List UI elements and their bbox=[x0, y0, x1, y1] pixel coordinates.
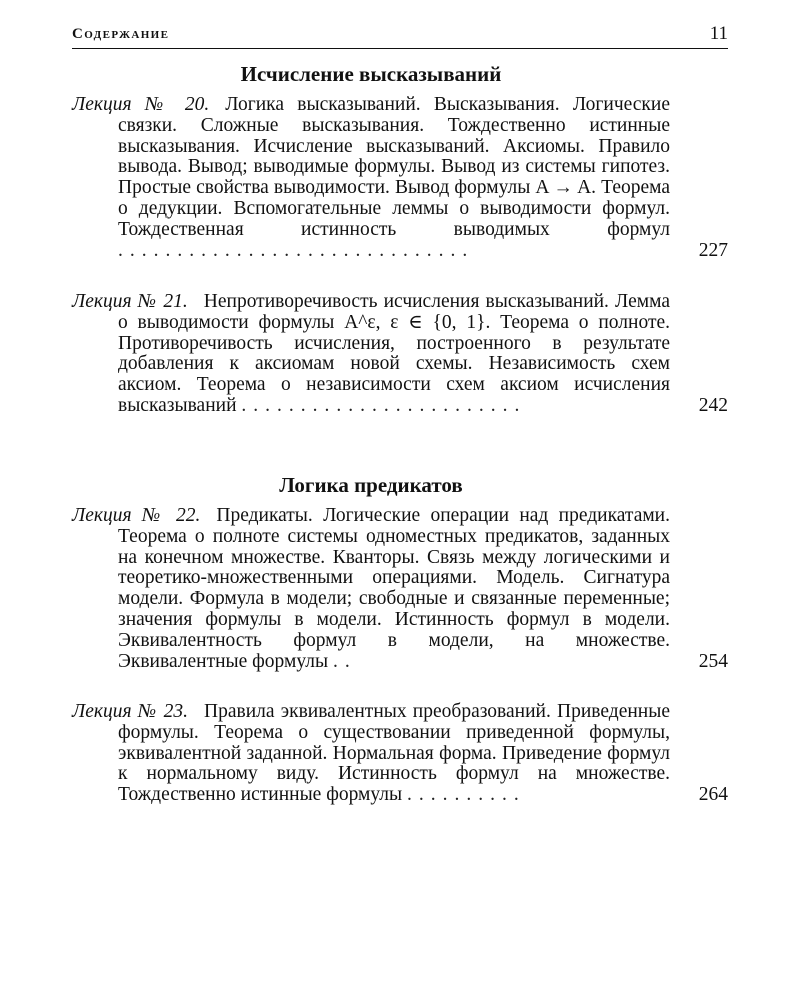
lecture-description: Предикаты. Логические операции над предикатами. Теорема о полноте системы одноместных предикатов, заданных на конечном множестве. Кванторы. Связь между логическими и теоретико-множественными операциями. Модель. Сигнатура модели. Формула в модели; свободные и связанные переменные; значения формулы в модели. Истинность формул в модели. Эквивалентность формул в модели, на множестве. Эквивалентные формулы bbox=[118, 505, 670, 672]
dot-leader: .......... bbox=[407, 784, 526, 806]
lecture-label: Лекция № 20. bbox=[72, 94, 210, 115]
lecture-description: Правила эквивалентных преобразований. Приведенные формулы. Теорема о существовании приведенной формулы, эквивалентной заданной. Нормальная форма. Приведение формул к нормальному виду. Истинность формул на множестве. Тождественно истинные формулы bbox=[118, 701, 671, 806]
running-head bbox=[72, 23, 728, 49]
section-title-predicate-logic: Логика предикатов bbox=[279, 473, 463, 497]
running-head-title: Содержание bbox=[72, 26, 170, 42]
dot-leader: .. bbox=[332, 650, 357, 672]
toc-page-number: 254 bbox=[698, 650, 728, 672]
lecture-label: Лекция № 21. bbox=[72, 291, 188, 312]
dot-leader: ........................ bbox=[241, 394, 527, 416]
page-number: 11 bbox=[709, 23, 728, 44]
page bbox=[72, 0, 728, 1000]
toc-entry-text bbox=[72, 292, 670, 417]
toc-entry-text bbox=[72, 506, 670, 672]
lecture-description: Непротиворечивость исчисления высказываний. Лемма о выводимости формулы A^ε, ε ∈ {0, 1}. Теорема о полноте. Противоречивость исчисления, построенного в результате добавления к аксиомам новой схемы. Независимость схем аксиом. Теорема о независимости схем аксиом исчисления высказываний bbox=[118, 291, 670, 416]
toc-entry-lecture-23 bbox=[72, 701, 728, 806]
toc-entry-lecture-22 bbox=[72, 505, 728, 672]
toc-entry-lecture-21 bbox=[72, 291, 728, 417]
lecture-label: Лекция № 22. bbox=[72, 505, 201, 526]
toc-entry-text bbox=[72, 702, 670, 806]
lecture-description: Логика высказываний. Высказывания. Логические связки. Сложные высказывания. Тождественно истинные высказывания. Исчисление высказываний. Аксиомы. Правило вывода. Вывод; выводимые формулы. Вывод из системы гипотез. Простые свойства выводимости. Вывод формулы A → A. Теорема о дедукции. Вспомогательные леммы о выводимости формул. Тождественная истинность выводимых формул bbox=[118, 94, 670, 240]
lecture-label: Лекция № 23. bbox=[72, 701, 189, 722]
section-title-propositional-calculus: Исчисление высказываний bbox=[240, 62, 502, 86]
toc-page-number: 242 bbox=[698, 394, 728, 416]
toc-page-number: 264 bbox=[698, 784, 728, 806]
toc-entry-lecture-20 bbox=[72, 94, 728, 261]
toc-entry-text bbox=[72, 95, 670, 261]
toc-page-number: 227 bbox=[698, 239, 728, 261]
dot-leader: .............................. bbox=[118, 239, 475, 261]
